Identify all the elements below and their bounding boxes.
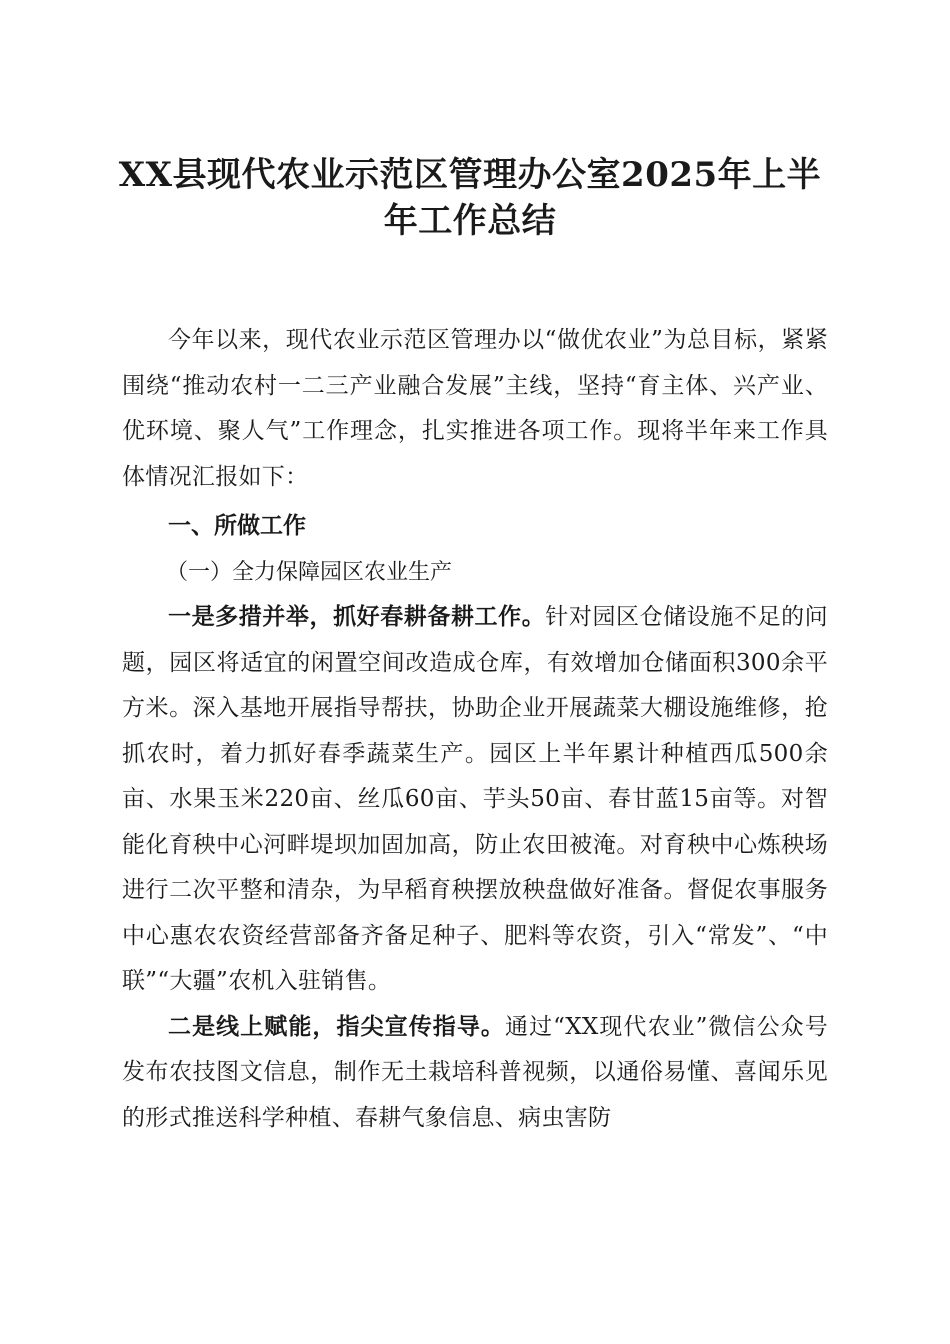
document-title: XX县现代农业示范区管理办公室2025年上半年工作总结: [118, 155, 822, 241]
item2-lead: 二是线上赋能，指尖宣传指导。: [168, 1013, 505, 1040]
document-body: [122, 318, 828, 1141]
intro-paragraph: 今年以来，现代农业示范区管理办以“做优农业”为总目标，紧紧围绕“推动农村一二三产业融合发展”主线，坚持“育主体、兴产业、优环境、聚人气”工作理念，扎实推进各项工作。现将半年来工作具体情况汇报如下：: [122, 327, 828, 490]
subsection-heading: （一）全力保障园区农业生产: [166, 559, 453, 585]
item1-lead: 一是多措并举，抓好春耕备耕工作。: [168, 604, 546, 630]
item2-body: 通过“XX现代农业”微信公众号发布农技图文信息，制作无土栽培科普视频，以通俗易懂、喜闻乐见的形式推送科学种植、春耕气象信息、病虫害防: [122, 1013, 829, 1131]
section-heading: 一、所做工作: [168, 513, 306, 539]
item1-body: 针对园区仓储设施不足的问题，园区将适宜的闲置空间改造成仓库，有效增加仓储面积300余平方米。深入基地开展指导帮扶，协助企业开展蔬菜大棚设施维修，抢抓农时，着力抓好春季蔬菜生产。园区上半年累计种植西瓜500余亩、水果玉米220亩、丝瓜60亩、芋头50亩、春甘蓝15亩等。对智能化育秧中心河畔堤坝加固加高，防止农田被淹。对育秧中心炼秧场进行二次平整和清杂，为早稻育秧摆放秧盘做好准备。督促农事服务中心惠农农资经营部备齐备足种子、肥料等农资，引入“常发”、“中联”“大疆”农机入驻销售。: [122, 604, 828, 994]
item2-paragraph: [122, 1005, 828, 1142]
item1-paragraph: [122, 595, 828, 1005]
